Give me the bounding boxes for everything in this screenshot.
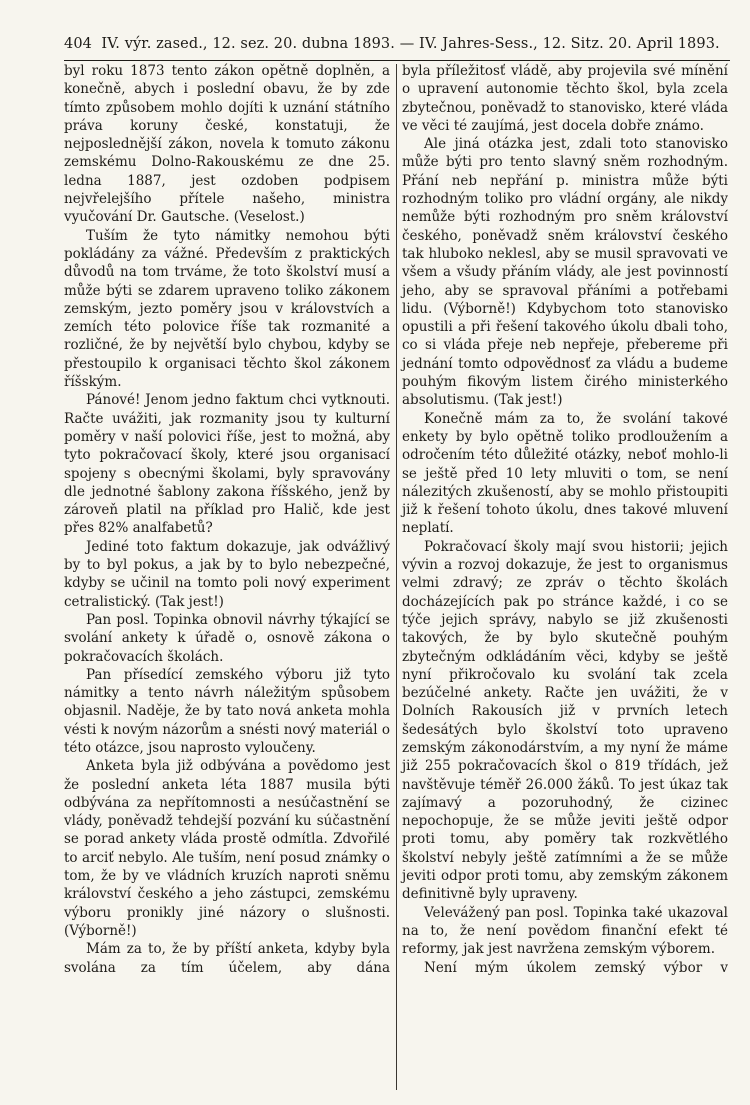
paragraph: Pánové! Jenom jedno faktum chci vytknouti. Račte uvážiti, jak rozmanity jsou ty kulturní poměry v naší polovici říše, jest to možná, aby tyto pokračovací školy, které jsou organisací spojeny s obecnými školami, byly spravovány dle jednotné šablony zakona říšského, jenž by zároveň platil na příklad pro Halič, kde jest přes 82% analfabetů? bbox=[64, 392, 390, 537]
paragraph: Pan přísedící zemského výboru již tyto námitky a tento návrh náležitým spůsobem objasnil. Naděje, že by tato nová anketa mohla vésti k novým názorům a snésti nový materiál o této otázce, jsou naprosto vyloučeny. bbox=[64, 666, 390, 756]
header-german: IV. Jahres-Sess., 12. Sitz. 20. April 1893. bbox=[419, 36, 720, 52]
paragraph: byl roku 1873 tento zákon opětně doplněn, a konečně, abych i poslední obavu, že by zde tímto způsobem mohlo dojíti k uznání státního práva koruny české, konstatuji, že nejposlednější zákon, novela k tomuto zákonu zemskému Dolno-Rakouskému ze dne 25. ledna 1887, jest ozdoben podpisem nejvřelejšího přítele našeho, ministra vyučování Dr. Gautsche. (Veselost.) bbox=[64, 63, 390, 226]
paragraph: Tuším že tyto námitky nemohou býti pokládány za vážné. Především z praktických důvodů na tom trváme, že toto školství musí a může býti se zdarem upraveno toliko zákonem zemským, jezto poměry jsou v královstvích a zemích této polovice říše tak rozmanité a rozličné, že by největší bylo chybou, kdyby se přestoupilo k organisaci těchto škol zákonem říšským. bbox=[64, 227, 390, 391]
paragraph: Anketa byla již odbývána a povědomo jest že poslední anketa léta 1887 musila býti odbývána za nepřítomnosti a nesúčastnění se vlády, poněvadž tehdejší pozvání ku súčastnění se porad ankety vláda prostě odmítla. Zdvořilé to arciť nebylo. Ale tuším, není posud známky o tom, že by ve vládních kruzích naproti sněmu království českého a jeho zástupci, zemskému výboru pronikly jiné názory o slušnosti. (Výborně!) bbox=[64, 758, 390, 939]
paragraph: Mám za to, že by příští anketa, kdyby byla svolána za tím účelem, aby dána bbox=[64, 941, 390, 976]
running-header bbox=[64, 36, 730, 52]
header-czech: IV. výr. zased., 12. sez. 20. dubna 1893. bbox=[101, 36, 395, 52]
paragraph: Pokračovací školy mají svou historii; jejich vývin a rozvoj dokazuje, že jest to organismus velmi zdravý; ze zpráv o těchto školách docházejících pak po stránce každé, i co se týče jejich správy, nabylo se již zkušenosti takových, že by bylo skutečně pouhým zbytečným odkládáním věci, kdyby se ještě nyní přikročovalo ku svolání tak zcela bezúčelné ankety. Račte jen uvážiti, že v Dolních Rakousích již v prvních letech šedesátých bylo školství toto upraveno zemským zákonodárstvím, a my nyní že máme již 255 pokračovacích škol o 819 třídách, jež navštěvuje téměř 26.000 žáků. To jest úkaz tak zajímavý a pozoruhodný, že cizinec nepochopuje, že se může jeviti ještě odpor proti tomu, aby poměry tak rozkvětlého školství nebyly ještě zatímními a že se může jeviti odpor proti tomu, aby zemským zákonem definitivně byly upraveny. bbox=[402, 538, 728, 903]
paragraph: Není mým úkolem zemský výbor v bbox=[424, 959, 728, 976]
paragraph: byla příležitosť vládě, aby projevila své mínění o upravení autonomie těchto škol, byla zcela zbytečnou, poněvadž to stanovisko, které vláda ve věci té zaujímá, jest docela dobře známo. bbox=[402, 63, 728, 134]
paragraph: Jediné toto faktum dokazuje, jak odvážlivý by to byl pokus, a jak by to bylo nebezpečné, kdyby se učinil na tomto poli nový experiment cetralistický. (Tak jest!) bbox=[64, 538, 390, 610]
left-column bbox=[64, 62, 390, 977]
paragraph: Velevážený pan posl. Topinka také ukazoval na to, že není povědom finanční efekt té reformy, jak jest navržena zemským výborem. bbox=[402, 904, 728, 958]
paragraph: Pan posl. Topinka obnovil návrhy týkající se svolání ankety k úřadě o, osnově zákona o pokračovacích školách. bbox=[64, 611, 390, 665]
right-column bbox=[402, 62, 728, 977]
page-number: 404 bbox=[64, 36, 92, 52]
header-dash: — bbox=[399, 36, 415, 52]
paragraph: Konečně mám za to, že svolání takové enkety by bylo opětně toliko prodloužením a odročením této důležité otázky, neboť mohlo-li se ještě před 10 lety mluviti o tom, se není nálezitých zkušeností, aby se mohlo přistoupiti již k řešení tohoto úkolu, dnes takové mluvení neplatí. bbox=[402, 410, 728, 537]
column-divider bbox=[396, 64, 397, 1090]
header-rule bbox=[64, 60, 730, 61]
paragraph: Ale jiná otázka jest, zdali toto stanovisko může býti pro tento slavný sněm rozhodným. Přání neb nepřání p. ministra může býti rozhodným toliko pro vládní orgány, ale nikdy nemůže býti rozhodným pro sněm království českého, poněvadž sněm království českého tak hluboko neklesl, aby se musil spravovati ve všem a všudy přáním vlády, ale jest povinností jeho, aby se spravoval přáními a potřebami lidu. (Výborně!) Kdybychom toto stanovisko opustili a při řešení takového úkolu dbali toho, co si vláda přeje neb nepřeje, přebereme při jednání tomto odpovědnosť za vládu a budeme pouhým fikovým listem čirého ministerkého absolutismu. (Tak jest!) bbox=[402, 136, 728, 409]
